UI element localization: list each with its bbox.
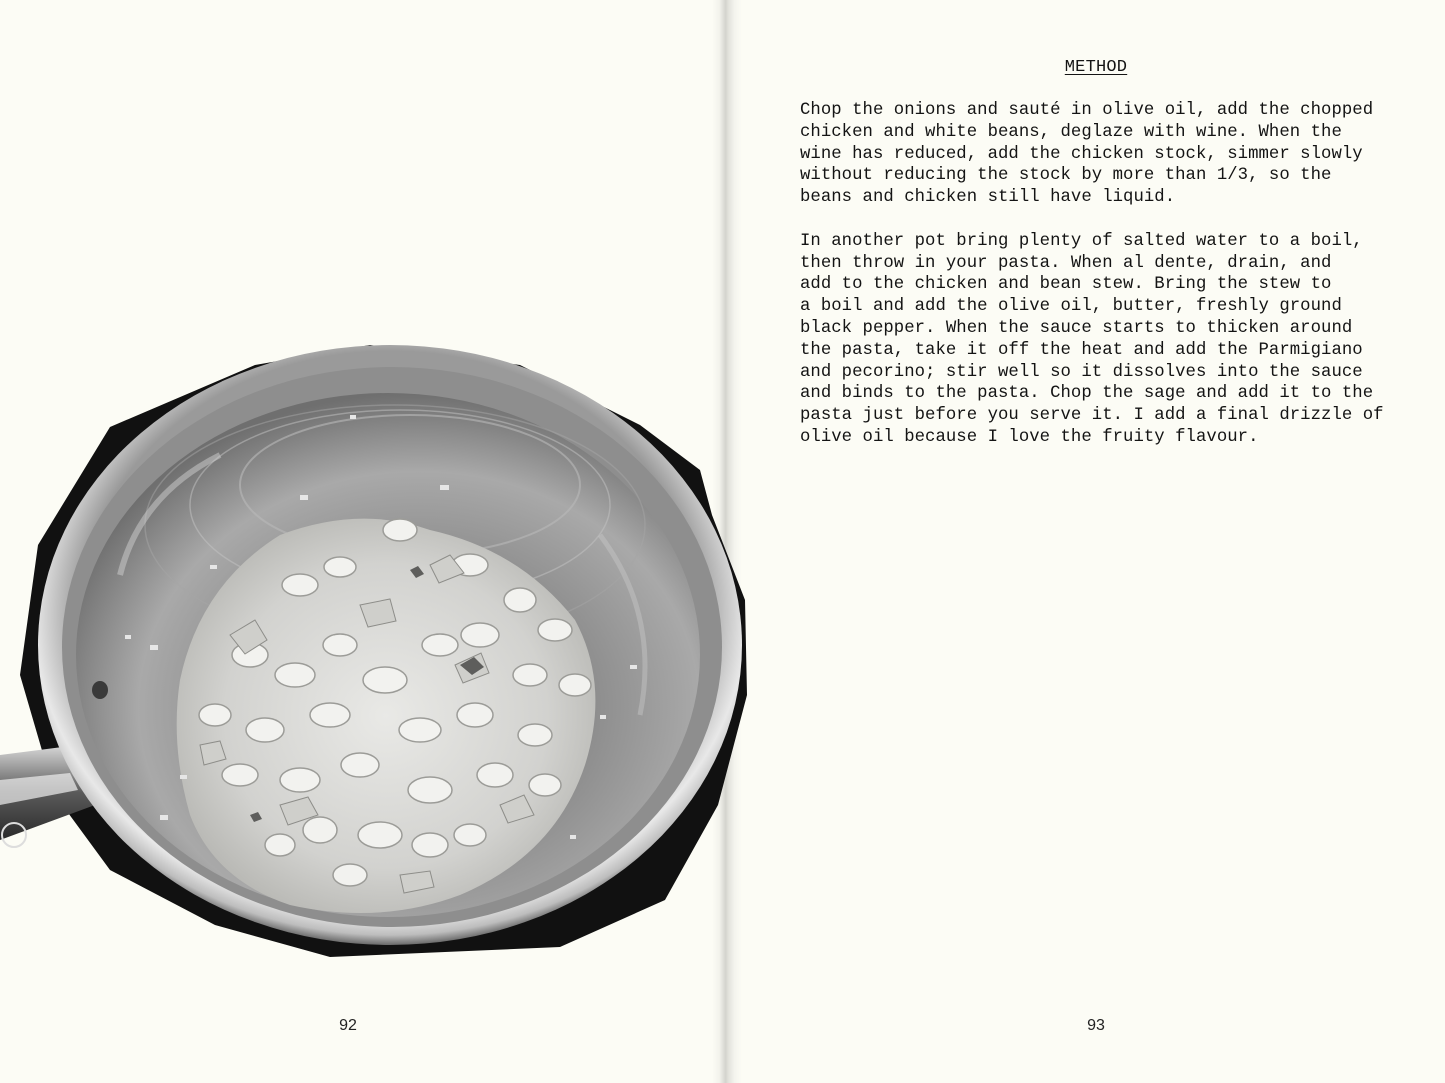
method-paragraph-2: In another pot bring plenty of salted water to a boil, then throw in your pasta. When al dente, drain, and add to the chicken and bean stew. Bring the stew to a boil and add the olive oil, butter, freshly ground black pepper. When the sauce starts to thicken around the pasta, take it off the heat and add the Parmigiano and pecorino; stir well so it dissolves into the sauce and binds to the pasta. Chop the sage and add it to the pasta just before you serve it. I add a final drizzle of olive oil because I love the fruity flavour. — [800, 231, 1384, 447]
page-number-right: 93 — [1087, 1017, 1105, 1034]
method-paragraph-1: Chop the onions and sauté in olive oil, add the chopped chicken and white beans, deglaze with wine. When the wine has reduced, add the chicken stock, simmer slowly without reducing the stock by more than 1/3, so the beans and chicken still have liquid. — [800, 101, 1374, 208]
method-heading: METHOD — [1064, 58, 1128, 77]
page-number-left: 92 — [339, 1017, 357, 1034]
method-text — [800, 100, 1400, 471]
pan-photo — [0, 335, 750, 965]
